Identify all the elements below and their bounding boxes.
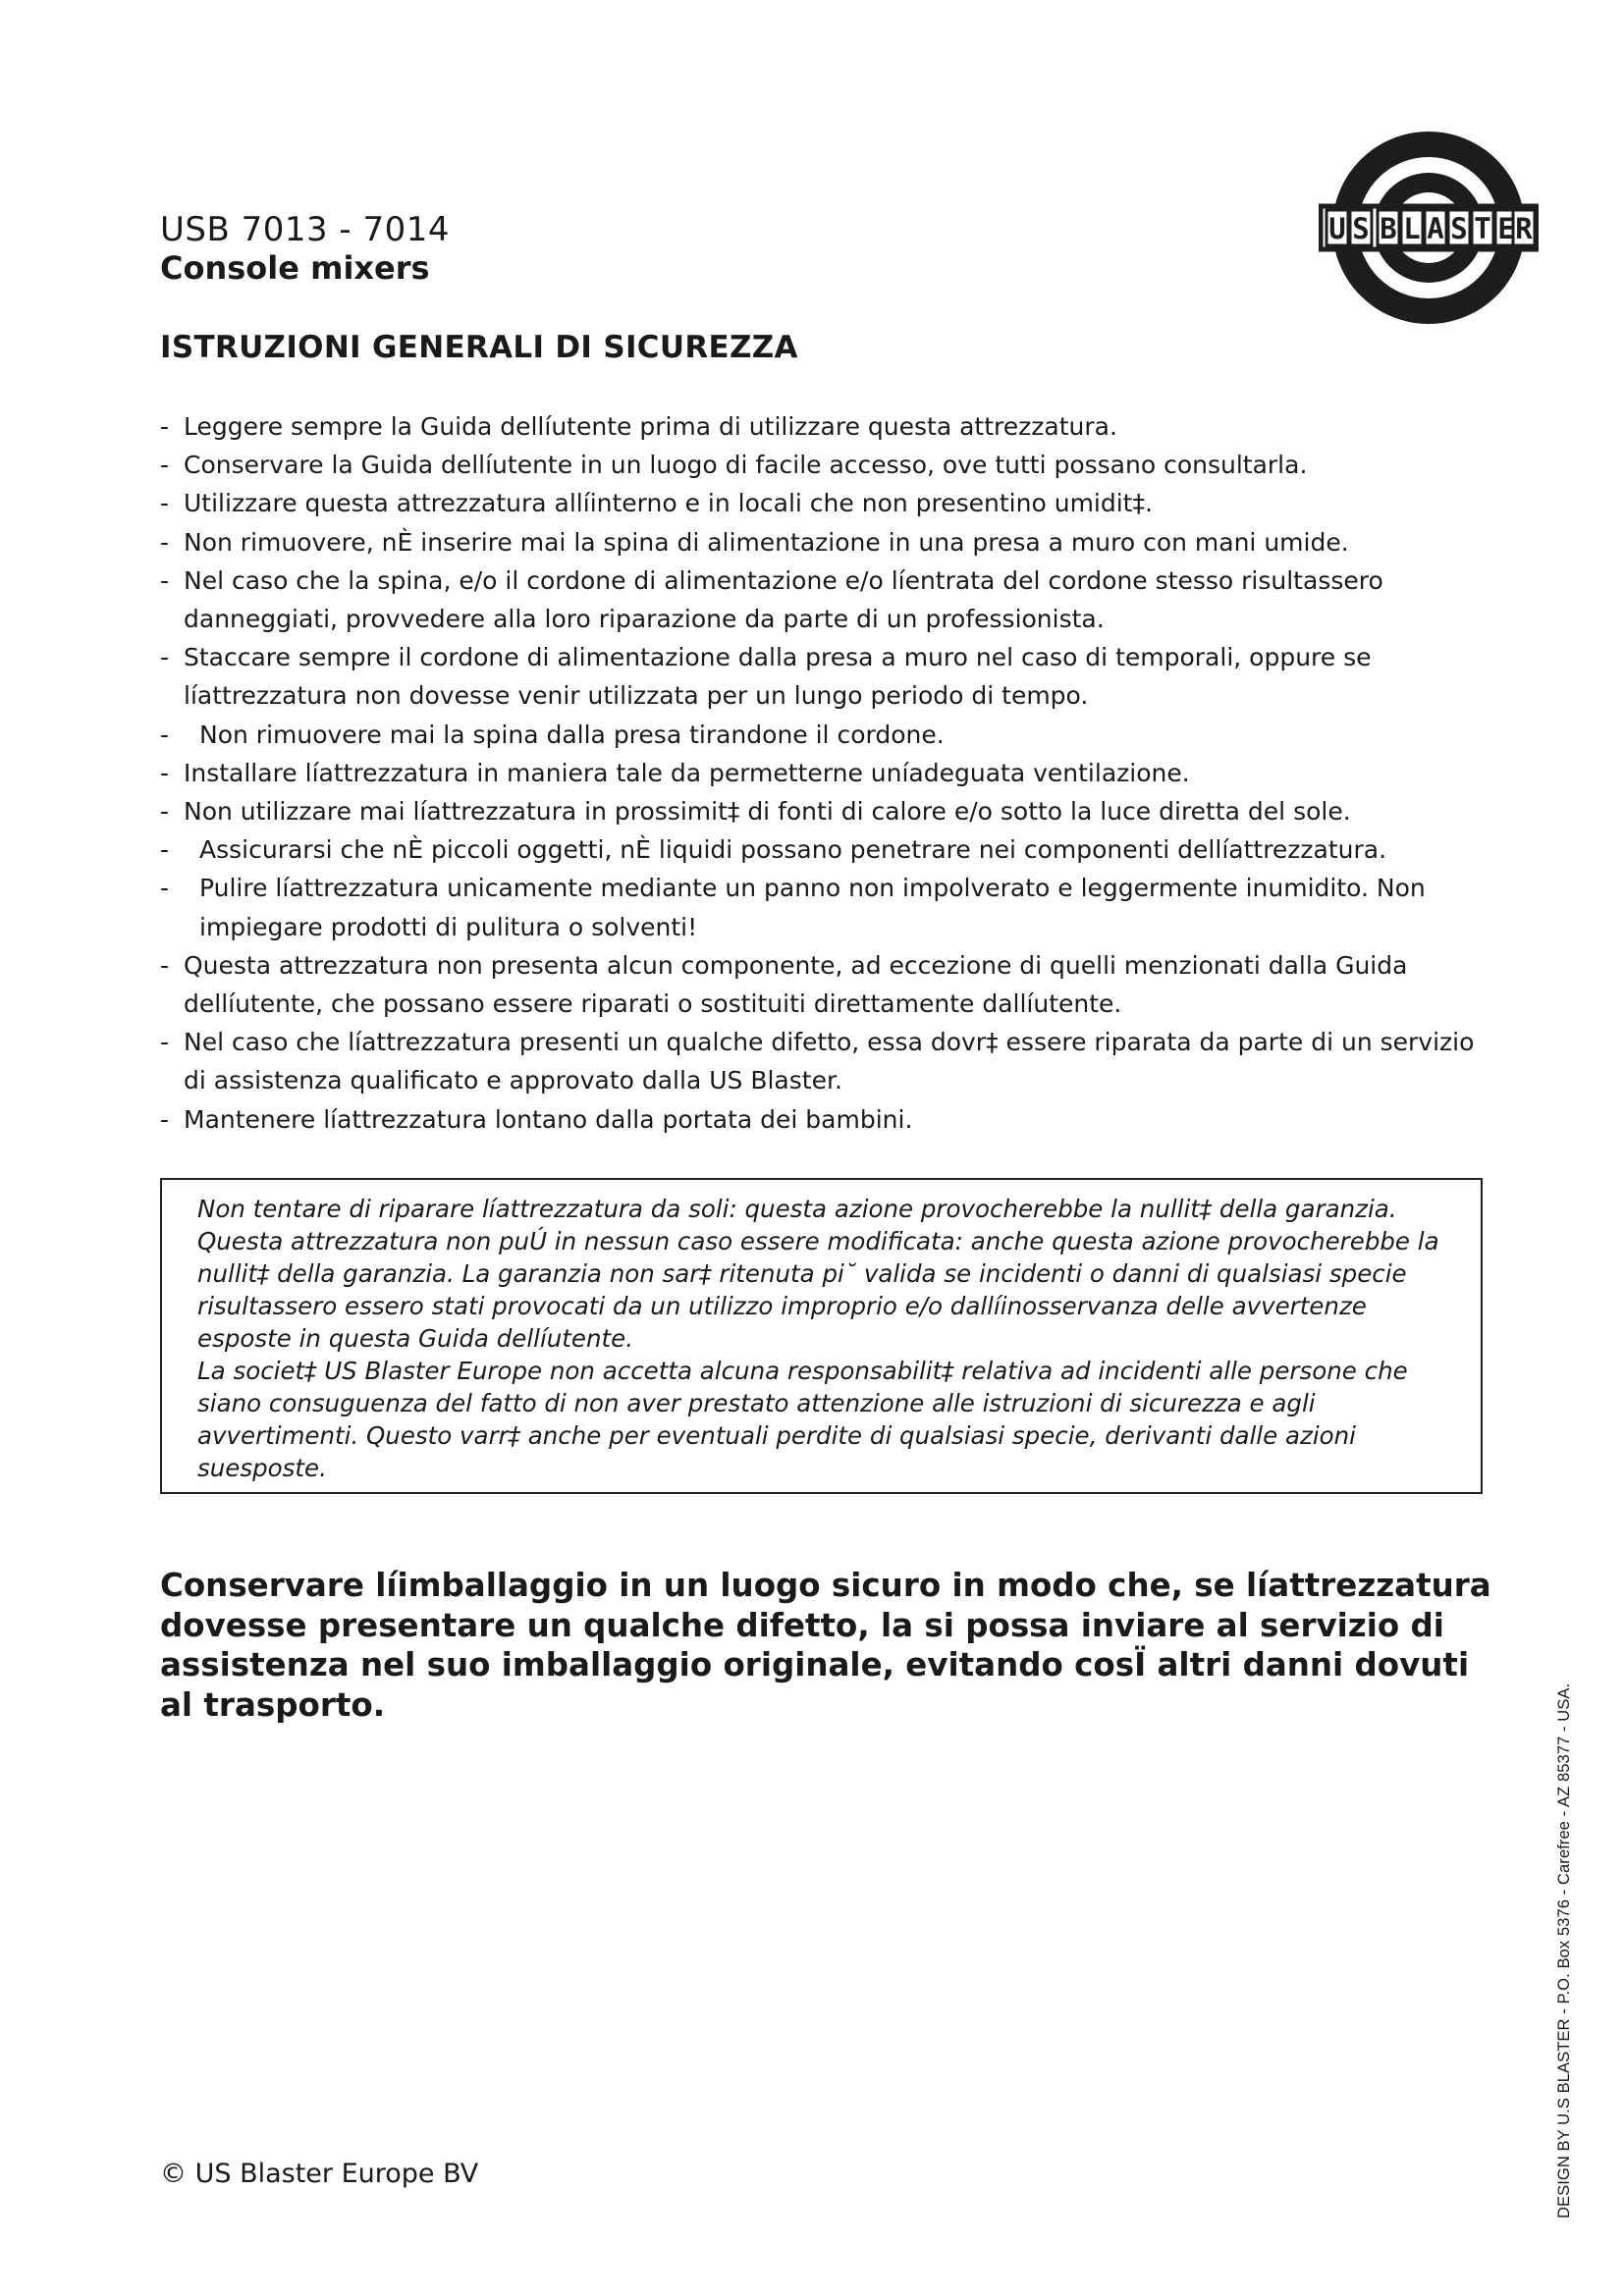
list-item	[160, 1023, 1476, 1099]
list-item	[160, 561, 1476, 638]
model-number: USB 7013 - 7014	[160, 210, 451, 249]
warning-paragraph: La societ‡ US Blaster Europe non accetta alcuna responsabilit‡ relativa ad incidenti alle persone che siano consuguenza del fatto di non aver prestato attenzione alle istruzioni di sicurezza e agli avvertimenti. Questo varr‡ anche per eventuali perdite di qualsiasi specie, derivanti dalle azioni suesposte.	[197, 1357, 1408, 1482]
bullet-dash: -	[160, 874, 170, 903]
us-blaster-logo	[1319, 128, 1539, 329]
warning-paragraph: Non tentare di riparare líattrezzatura da soli: questa azione provocherebbe la nullit‡ della garanzia. Questa attrezzatura non puÚ in nessun caso essere modificata: anche questa azione provocherebbe la nullit‡ della garanzia. La garanzia non sar‡ ritenuta pi˘ valida se incidenti o danni di qualsiasi specie risultassero essero stati provocati da un utilizzo improprio e/o dallíinosservanza delle avvertenze esposte in questa Guida dellíutente.	[197, 1195, 1439, 1353]
svg-text:E: E	[1497, 212, 1515, 245]
rule-text: Staccare sempre il cordone di alimentazione dalla presa a muro nel caso di temporali, oppure se líattrezzatura non dovesse venir utilizzata per un lungo periodo di tempo.	[184, 643, 1372, 711]
bullet-dash: -	[160, 527, 170, 557]
rule-text: Mantenere líattrezzatura lontano dalla portata dei bambini.	[184, 1104, 913, 1134]
bullet-dash: -	[160, 758, 170, 787]
svg-text:T: T	[1474, 212, 1491, 245]
rule-text: Non rimuovere, nÈ inserire mai la spina di alimentazione in una presa a muro con mani umide.	[184, 527, 1349, 557]
bullet-dash: -	[160, 412, 170, 441]
list-item	[160, 754, 1476, 792]
bullet-dash: -	[160, 797, 170, 827]
design-credit: DESIGN BY U.S BLASTER - P.O. Box 5376 - Carefree - AZ 85377 - USA.	[1555, 1682, 1573, 2218]
packaging-note: Conservare líimballaggio in un luogo sicuro in modo che, se líattrezzatura dovesse presentare un qualche difetto, la si possa inviare al servizio di assistenza nel suo imballaggio originale, evitando cosÏ altri danni dovuti al trasporto.	[160, 1567, 1491, 1724]
rule-text: Conservare la Guida dellíutente in un luogo di facile accesso, ove tutti possano consultarla.	[184, 451, 1308, 480]
list-item	[160, 946, 1476, 1023]
list-item	[160, 638, 1476, 715]
rule-text: Assicurarsi che nÈ piccoli oggetti, nÈ liquidi possano penetrare nei componenti dellíattrezzatura.	[199, 835, 1387, 865]
bullet-dash: -	[160, 643, 170, 672]
rule-text: Non rimuovere mai la spina dalla presa tirandone il cordone.	[199, 720, 945, 749]
svg-text:U: U	[1328, 212, 1346, 245]
svg-text:S: S	[1352, 212, 1370, 245]
list-item	[160, 407, 1476, 446]
bullet-dash: -	[160, 720, 170, 749]
rule-text: Installare líattrezzatura in maniera tale da permetterne uníadeguata ventilazione.	[184, 758, 1190, 787]
rule-text: Leggere sempre la Guida dellíutente prima di utilizzare questa attrezzatura.	[184, 412, 1117, 441]
svg-text:A: A	[1427, 212, 1444, 245]
svg-text:L: L	[1403, 212, 1421, 245]
copyright-notice: © US Blaster Europe BV	[160, 2159, 479, 2189]
svg-text:R: R	[1515, 212, 1533, 245]
rule-text: Utilizzare questa attrezzatura allíinterno e in locali che non presentino umidit‡.	[184, 489, 1153, 518]
list-item	[160, 869, 1476, 945]
list-item	[160, 792, 1476, 830]
svg-text:S: S	[1450, 212, 1468, 245]
list-item	[160, 1100, 1476, 1139]
product-subtitle: Console mixers	[160, 249, 430, 287]
rule-text: Questa attrezzatura non presenta alcun componente, ad eccezione di quelli menzionati dalla Guida dellíutente, che possano essere riparati o sostituiti direttamente dallíutente.	[184, 950, 1408, 1019]
bullet-dash: -	[160, 565, 170, 595]
rule-text: Non utilizzare mai líattrezzatura in prossimit‡ di fonti di calore e/o sotto la luce diretta del sole.	[184, 797, 1351, 827]
safety-rules-list	[160, 407, 1476, 1139]
list-item	[160, 830, 1476, 869]
rule-text: Pulire líattrezzatura unicamente mediante un panno non impolverato e leggermente inumidito. Non impiegare prodotti di pulitura o solventi!	[199, 874, 1426, 941]
bullet-dash: -	[160, 1028, 170, 1057]
list-item	[160, 523, 1476, 561]
bullet-dash: -	[160, 950, 170, 980]
list-item	[160, 716, 1476, 754]
warranty-warning-box	[160, 1178, 1483, 1494]
list-item	[160, 484, 1476, 522]
rule-text: Nel caso che la spina, e/o il cordone di alimentazione e/o líentrata del cordone stesso risultassero danneggiati, provvedere alla loro riparazione da parte di un professionista.	[184, 565, 1383, 634]
bullet-dash: -	[160, 835, 170, 865]
bullet-dash: -	[160, 451, 170, 480]
bullet-dash: -	[160, 489, 170, 518]
rule-text: Nel caso che líattrezzatura presenti un qualche difetto, essa dovr‡ essere riparata da parte di un servizio di assistenza qualificato e approvato dalla US Blaster.	[184, 1028, 1475, 1095]
list-item	[160, 446, 1476, 484]
bullet-dash: -	[160, 1104, 170, 1134]
svg-text:B: B	[1380, 212, 1397, 245]
section-heading: ISTRUZIONI GENERALI DI SICUREZZA	[160, 330, 798, 365]
